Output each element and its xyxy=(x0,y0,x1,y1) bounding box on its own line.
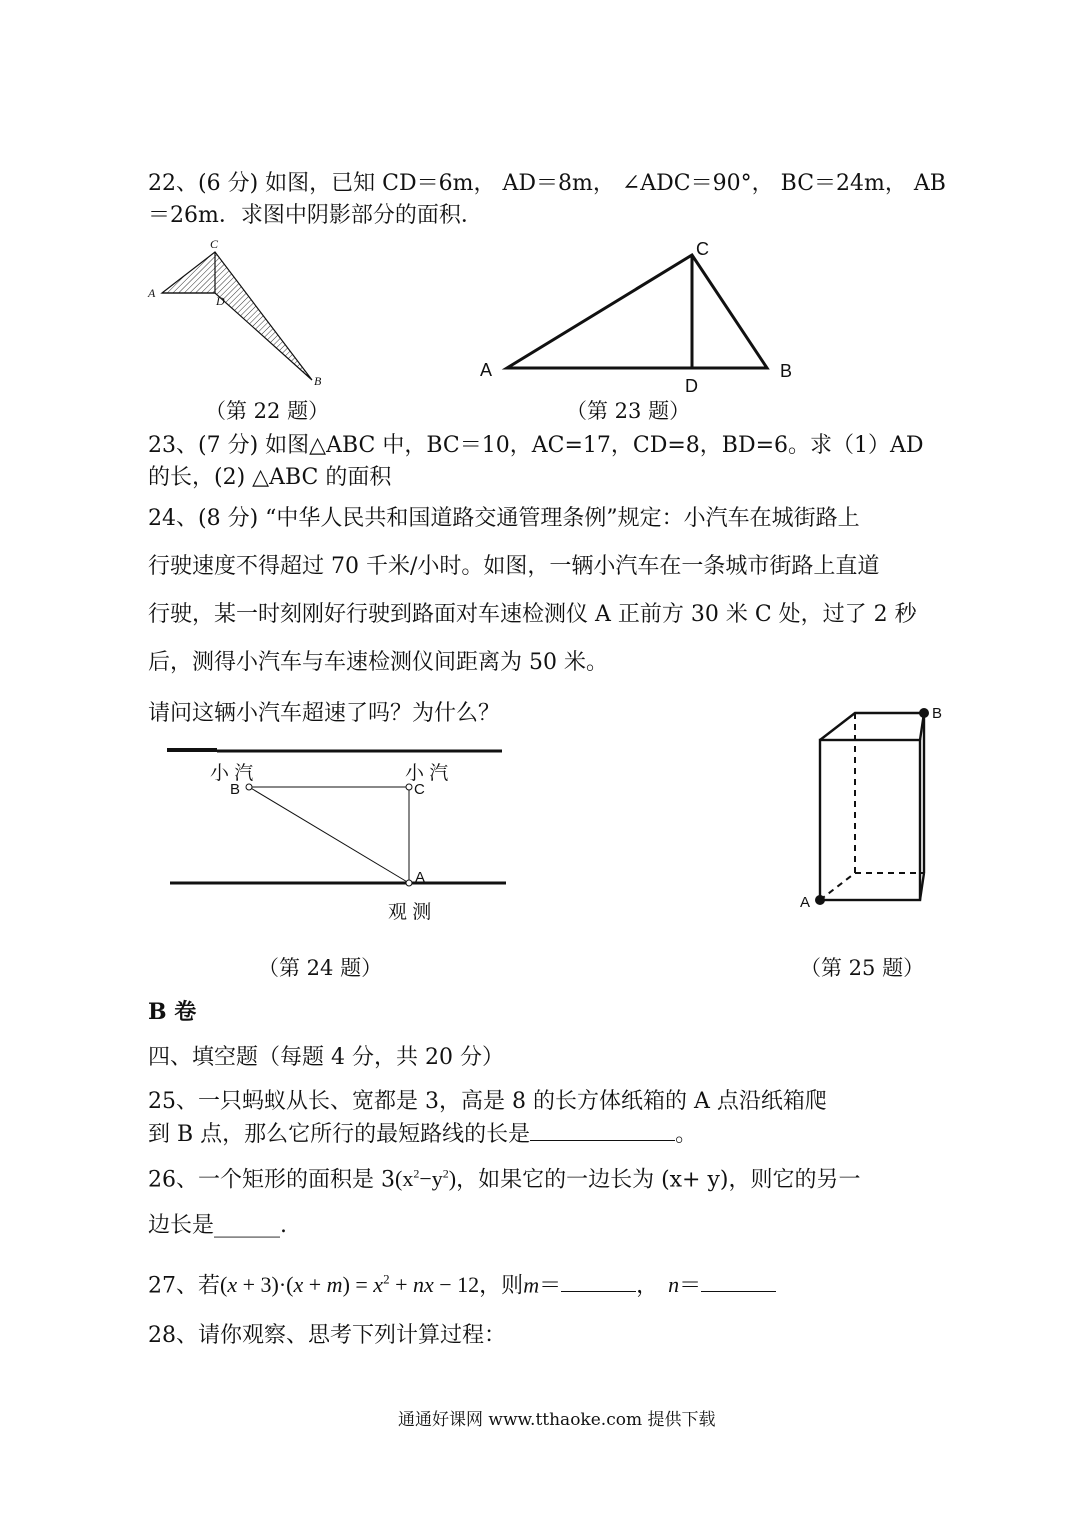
q27-blank-m xyxy=(561,1271,636,1292)
figure-24 xyxy=(160,740,520,930)
q27-comma: ， xyxy=(636,1273,659,1299)
q24-line2: 行驶速度不得超过 70 千米/小时。如图，一辆小汽车在一条城市街路上直道 xyxy=(148,554,880,579)
fig25-front-face xyxy=(820,740,920,900)
fig24-segment-ba xyxy=(249,787,409,883)
q26-line2-suffix: . xyxy=(280,1213,288,1238)
section-b-heading: B 卷 xyxy=(148,999,197,1025)
q26-line2 xyxy=(148,1212,287,1240)
fig23-label-b: B xyxy=(780,361,793,381)
part4-heading: 四、填空题（每题 4 分，共 20 分） xyxy=(148,1045,504,1070)
fig25-top-back-edges xyxy=(820,713,924,740)
fig24-car-left: 小 汽 xyxy=(210,763,254,784)
figure-23 xyxy=(470,235,810,405)
q25-line2 xyxy=(148,1120,697,1149)
page-footer: 通通好课网 www.tthaoke.com 提供下载 xyxy=(398,1410,716,1430)
fig25-label-a: A xyxy=(800,894,811,911)
fig22-label-b: B xyxy=(314,374,322,388)
fig25-hidden-left-bottom xyxy=(820,873,855,900)
q22-line2: ＝26m．求图中阴影部分的面积． xyxy=(148,203,483,228)
figure-22 xyxy=(140,235,340,395)
q26-line1-b: ，如果它的一边长为 (x+ y)，则它的另一 xyxy=(456,1167,861,1193)
q27-line xyxy=(148,1266,776,1300)
fig24-label-a: A xyxy=(415,869,426,886)
q25-answer-blank xyxy=(530,1120,675,1141)
fig23-caption: （第 23 题） xyxy=(566,399,691,423)
q26-line1-a: 26、一个矩形的面积是 3 xyxy=(148,1167,395,1193)
fig25-caption: （第 25 题） xyxy=(800,956,925,980)
fig24-car-right: 小 汽 xyxy=(405,763,449,784)
q24-line1: 24、(8 分) “中华人民共和国道路交通管理条例”规定：小汽车在城街路上 xyxy=(148,506,860,531)
fig22-label-d: D xyxy=(216,294,225,308)
q22-line1: 22、(6 分) 如图，已知 CD＝6m， AD＝8m， ∠ADC＝90°， BC＝24m， AB xyxy=(148,171,946,196)
q24-line3: 行驶，某一时刻刚好行驶到路面对车速检测仪 A 正前方 30 米 C 处，过了 2 秒 xyxy=(148,602,917,627)
q26-line2-prefix: 边长是 xyxy=(148,1213,215,1238)
fig24-caption: （第 24 题） xyxy=(258,956,383,980)
q26-area-expression: $(x^2-y^2)$ xyxy=(395,1166,457,1192)
q23-line1: 23、(7 分) 如图△ABC 中，BC＝10，AC=17，CD=8，BD=6。求（1）AD xyxy=(148,433,924,458)
q27-then: ，则 xyxy=(479,1273,524,1299)
fig23-label-c: C xyxy=(696,239,709,259)
fig25-point-a xyxy=(815,895,825,905)
q24-line5: 请问这辆小汽车超速了吗？为什么？ xyxy=(148,701,501,726)
q27-blank-n xyxy=(701,1271,776,1292)
q27-var-m: m xyxy=(523,1272,540,1298)
q23-line2: 的长，(2) △ABC 的面积 xyxy=(148,465,392,490)
q27-equation: $(x + 3)\cdot(x + m) = x^2$ + nx − 12 xyxy=(220,1272,480,1298)
fig24-observer: 观 测 xyxy=(388,902,432,923)
q25-line2-prefix: 到 B 点，那么它所行的最短路线的长是 xyxy=(148,1122,531,1147)
q26-answer-blank: ______ xyxy=(214,1213,281,1238)
fig23-triangle xyxy=(507,255,767,368)
fig25-point-b xyxy=(919,708,929,718)
fig24-point-b xyxy=(246,784,252,790)
q27-prefix: 27、若 xyxy=(148,1273,220,1299)
fig23-label-d: D xyxy=(685,376,698,396)
q26-line1 xyxy=(148,1160,861,1194)
fig24-label-b: B xyxy=(230,781,241,798)
fig23-label-a: A xyxy=(480,360,493,380)
fig22-shaded-region xyxy=(162,252,312,380)
fig22-label-a: A xyxy=(148,286,156,300)
fig22-label-c: C xyxy=(210,237,219,251)
q25-line1: 25、一只蚂蚁从长、宽都是 3，高是 8 的长方体纸箱的 A 点沿纸箱爬 xyxy=(148,1089,827,1114)
fig24-point-a xyxy=(406,880,412,886)
q25-line2-suffix: 。 xyxy=(675,1122,698,1147)
q27-equals-m: ＝ xyxy=(539,1272,562,1298)
q27-equals-n: ＝ xyxy=(679,1272,702,1298)
fig24-label-c: C xyxy=(414,781,425,798)
q24-line4: 后，测得小汽车与车速检测仪间距离为 50 米。 xyxy=(148,650,608,675)
figure-25 xyxy=(790,695,960,920)
q28-line1: 28、请你观察、思考下列计算过程： xyxy=(148,1323,506,1348)
fig24-point-c xyxy=(406,784,412,790)
fig22-caption: （第 22 题） xyxy=(205,399,330,423)
fig25-label-b: B xyxy=(932,705,943,722)
q27-var-n: n xyxy=(668,1272,680,1298)
